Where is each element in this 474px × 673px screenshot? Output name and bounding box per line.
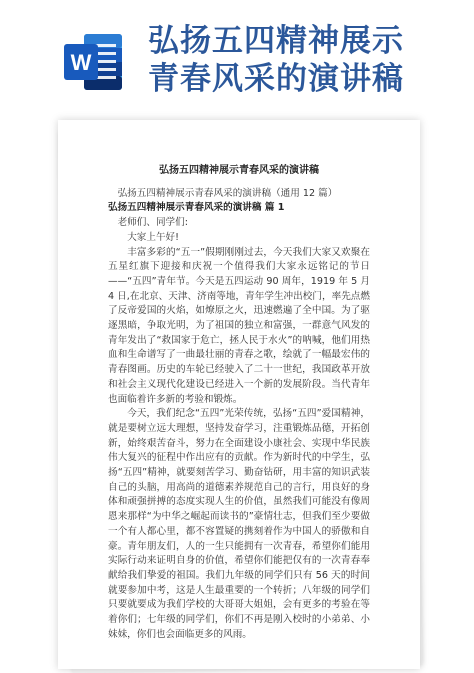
salutation: 老师们、同学们: [117,217,188,229]
logo-letter: W [70,50,92,75]
header-banner [0,0,474,118]
document-body [108,164,370,643]
banner-title [148,22,468,98]
word-document-icon [62,30,126,94]
document-intro: 弘扬五四精神展示青春风采的演讲稿（通用 12 篇） [117,187,338,199]
paragraph: 丰富多彩的“五一”假期刚刚过去，今天我们大家又欢聚在五星红旗下迎接和庆祝一个值得我们大家永远铭记的节日——“五四”青年节。今天是五四运动 90 周年，1919 年 5 月 4 日,在北京、天津、济南等地，青年学生冲出校门，率先点燃了反帝爱国的火焰，如燎原之火，迅速燃遍了全中国。为了驱逐黑暗，争取光明，为了祖国的独立和富强，一群意气风发的青年发出了“救国家于危亡，拯人民于水火”的呐喊，他们用热血和生命谱写了一曲最壮丽的青春之歌，绘就了一幅最宏伟的青春图画。历史的车轮已经驶入了二十一世纪，我国政革开放和社会主义现代化建设已经进入一个新的发展阶段。当代青年也面临着许多新的考验和锻炼。 [108,246,370,405]
document-subhead: 弘扬五四精神展示青春风采的演讲稿 篇 1 [108,202,285,214]
greeting: 大家上午好! [127,231,180,243]
banner-title-line2: 青春风采的演讲稿 [148,61,404,97]
banner-title-line1: 弘扬五四精神展示 [148,23,404,59]
document-page [58,120,420,669]
paragraph: 今天，我们纪念“五四”光荣传统，弘扬“五四”爱国精神，就是要树立远大理想，坚持发奋学习，注重锻炼品德，开拓创新，始终艰苦奋斗，努力在全面建设小康社会、实现中华民族伟大复兴的征程中作出应有的贡献。作为新时代的中学生，弘扬“五四”精神，就要刻苦学习、勤奋钻研，用丰富的知识武装自己的头脑，用高尚的道德素养规范自己的言行，用良好的身体和顽强拼搏的态度实现人生的价值，虽然我们可能没有像周恩来那样“为中华之崛起而读书的”豪情壮志，但我们至少要做一个有人都心里，都不容置疑的携刻着作为中国人的骄傲和自豪。青年朋友们，人的一生只能拥有一次青春，希望你们能用实际行动来证明自身的价值，希望你们能把仅有的一次青春奉献给我们挚爱的祖国。我们九年级的同学们只有 56 天的时间就要参加中考，这是人生最重要的一个转折；八年级的同学们只要就要成为我们学校的大哥哥大姐姐，会有更多的考验在等着你们；七年级的同学们，你们不再是刚入校时的小弟弟、小妹妹，你们也会面临更多的风雨。 [108,408,370,640]
document-title: 弘扬五四精神展示青春风采的演讲稿 [159,165,319,176]
